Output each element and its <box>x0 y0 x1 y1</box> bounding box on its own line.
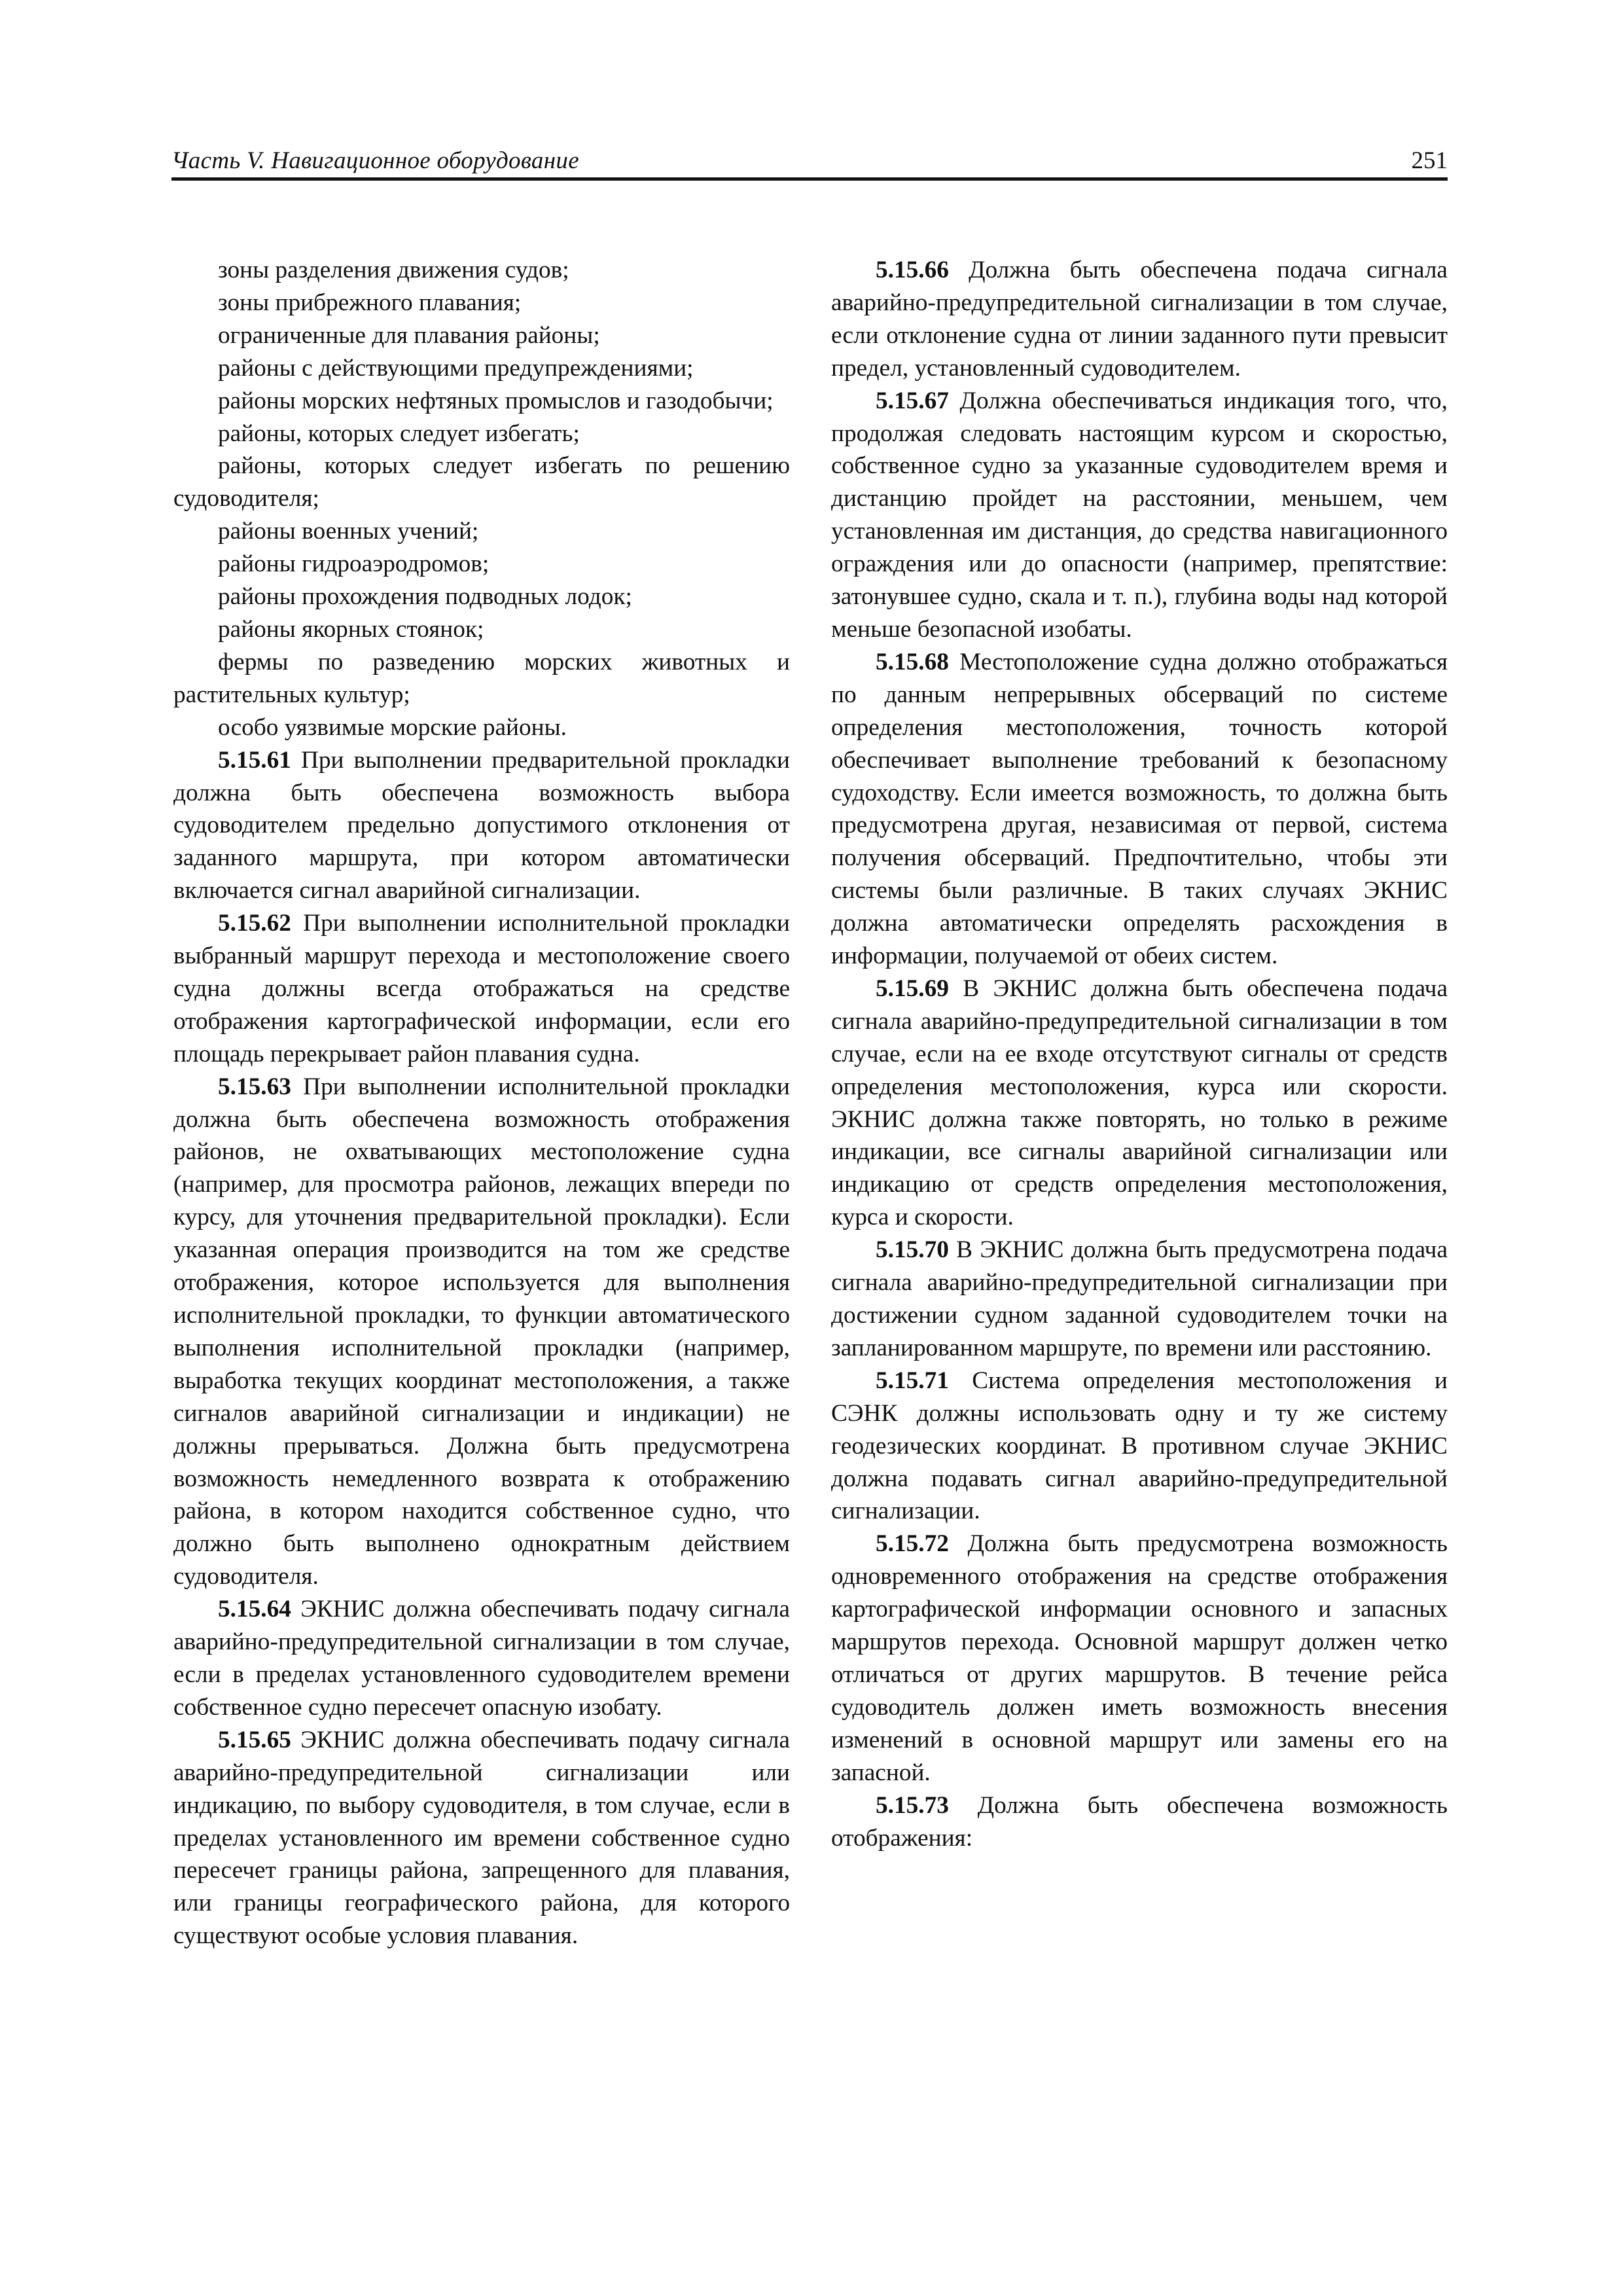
list-item: зоны прибрежного плавания; <box>218 289 522 316</box>
left-column <box>173 254 790 1952</box>
list-item: ограниченные для плавания районы; <box>218 321 600 349</box>
clause-text: Местоположение судна должно отображаться по данным непрерывных обсерваций по системе определения местоположения, точность которой обеспечивает выполнение требований к безопасному судоходству. Если имеется возможность, то должна быть предусмотрена другая, независимая от первой, система получения обсерваций. Предпочтительно, чтобы эти системы были различные. В таких случаях ЭКНИС должна автоматически определять расхождения в информации, получаемой от обеих систем. <box>831 648 1448 970</box>
clause-5-15-65 <box>173 1724 790 1952</box>
clause-text: При выполнении предварительной прокладки должна быть обеспечена возможность выбора судоводителем предельно допустимого отклонения от заданного маршрута, при котором автоматически включается сигнал аварийной сигнализации. <box>173 746 790 905</box>
running-header-title: Часть V. Навигационное оборудование <box>171 147 579 174</box>
clause-5-15-63 <box>173 1071 790 1594</box>
clause-text: Система определения местоположения и СЭНК должны использовать одну и ту же систему геодезических координат. В противном случае ЭКНИС должна подавать сигнал аварийно-предупредительной сигнализации. <box>831 1367 1448 1525</box>
clause-number: 5.15.62 <box>218 910 291 937</box>
clause-number: 5.15.71 <box>876 1367 949 1394</box>
list-item: районы прохождения подводных лодок; <box>218 583 632 611</box>
clause-text: При выполнении исполнительной прокладки выбранный маршрут перехода и местоположение своего судна должны всегда отображаться на средстве отображения картографической информации, если его площадь перекрывает район плавания судна. <box>173 910 790 1067</box>
clause-text: При выполнении исполнительной прокладки должна быть обеспечена возможность отображения районов, не охватывающих местоположение судна (например, для просмотра районов, лежащих впереди по курсу, для уточнения предварительной прокладки). Если указанная операция производится на том же средстве отображения, которое используется для выполнения исполнительной прокладки, то функции автоматического выполнения исполнительной прокладки (например, выработка текущих координат местоположения, а также сигналов аварийной сигнализации и индикации) не должны прерываться. Должна быть предусмотрена возможность немедленного возврата к отображению района, в котором находится собственное судно, что должно быть выполнено однократным действием судоводителя. <box>173 1073 790 1590</box>
clause-5-15-61 <box>173 744 790 908</box>
clause-text: Должна обеспечиваться индикация того, что, продолжая следовать настоящим курсом и скоростью, собственное судно за указанные судоводителем время и дистанцию пройдет на расстоянии, меньшем, чем установленная им дистанция, до средства навигационного ограждения или до опасности (например, препятствие: затонувшее судно, скала и т. п.), глубина воды над которой меньше безопасной изобаты. <box>831 387 1448 643</box>
clause-number: 5.15.69 <box>876 975 949 1002</box>
clause-text: Должна быть обеспечена возможность отображения: <box>831 1791 1448 1852</box>
list-item: районы с действующими предупреждениями; <box>218 354 694 382</box>
clause-number: 5.15.65 <box>218 1726 291 1753</box>
list-item: районы военных учений; <box>218 518 479 545</box>
clause-text: Должна быть обеспечена подача сигнала аварийно-предупредительной сигнализации в том случае, если отклонение судна от линии заданного пути превысит предел, установленный судоводителем. <box>831 257 1448 382</box>
list-item: районы якорных стоянок; <box>218 615 484 643</box>
clause-5-15-68 <box>831 646 1448 973</box>
clause-number: 5.15.72 <box>876 1530 949 1558</box>
clause-5-15-73 <box>831 1789 1448 1855</box>
clause-number: 5.15.67 <box>876 387 949 414</box>
clause-text: ЭКНИС должна обеспечивать подачу сигнала аварийно-предупредительной сигнализации в том случае, если в пределах установленного судоводителем времени собственное судно пересечет опасную изобату. <box>173 1596 790 1721</box>
clause-5-15-70 <box>831 1234 1448 1365</box>
page-number: 251 <box>1411 147 1448 174</box>
clause-5-15-64 <box>173 1593 790 1724</box>
list-item: районы, которых следует избегать по решению судоводителя; <box>173 452 790 512</box>
clause-5-15-62 <box>173 907 790 1071</box>
list-item: фермы по разведению морских животных и растительных культур; <box>173 648 790 708</box>
clause-5-15-69 <box>831 973 1448 1234</box>
list-item: особо уязвимые морские районы. <box>218 713 567 741</box>
clause-number: 5.15.61 <box>218 746 291 774</box>
clause-text: В ЭКНИС должна быть предусмотрена подача сигнала аварийно-предупредительной сигнализации при достижении судном заданной судоводителем точки на запланированном маршруте, по времени или расстоянию. <box>831 1236 1448 1361</box>
clause-5-15-71 <box>831 1365 1448 1528</box>
clause-number: 5.15.68 <box>876 648 949 675</box>
clause-text: Должна быть предусмотрена возможность одновременного отображения на средстве отображения картографической информации основного и запасных маршрутов перехода. Основной маршрут должен четко отличаться от других маршрутов. В течение рейса судоводитель должен иметь возможность внесения изменений в основной маршрут или замены его на запасной. <box>831 1530 1448 1786</box>
clause-text: ЭКНИС должна обеспечивать подачу сигнала аварийно-предупредительной сигнализации или индикацию, по выбору судоводителя, в том случае, если в пределах установленного им времени собственное судно пересечет границы района, запрещенного для плавания, или границы географического района, для которого существуют особые условия плавания. <box>173 1726 790 1950</box>
right-column <box>831 254 1448 1854</box>
header-rule <box>171 177 1448 181</box>
list-item: районы морских нефтяных промыслов и газодобычи; <box>218 387 774 414</box>
list-item: зоны разделения движения судов; <box>218 257 569 283</box>
running-header <box>171 143 1448 181</box>
clause-number: 5.15.63 <box>218 1073 291 1100</box>
clause-number: 5.15.70 <box>876 1236 949 1264</box>
clause-5-15-66 <box>831 254 1448 385</box>
clause-number: 5.15.73 <box>876 1791 949 1819</box>
clause-number: 5.15.64 <box>218 1596 291 1623</box>
clause-text: В ЭКНИС должна быть обеспечена подача сигнала аварийно-предупредительной сигнализации в том случае, если на ее входе отсутствуют сигналы от средств определения местоположения, курса или скорости. ЭКНИС должна также повторять, но только в режиме индикации, все сигналы аварийной сигнализации или индикацию от средств определения местоположения, курса и скорости. <box>831 975 1448 1231</box>
clause-number: 5.15.66 <box>876 257 949 283</box>
clause-5-15-67 <box>831 385 1448 646</box>
list-item: районы гидроаэродромов; <box>218 550 490 578</box>
list-item: районы, которых следует избегать; <box>218 420 580 447</box>
clause-5-15-72 <box>831 1528 1448 1789</box>
